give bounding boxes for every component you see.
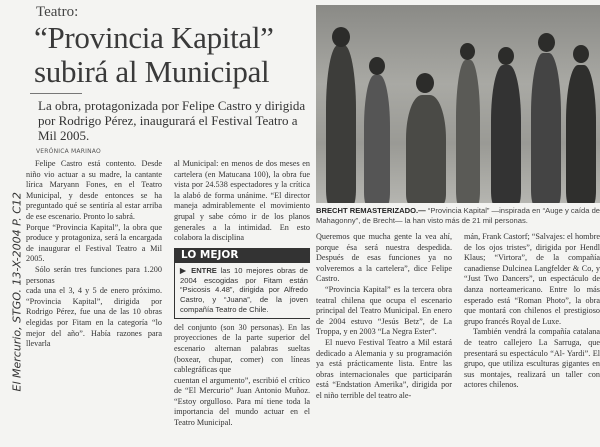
section-kicker: Teatro:	[36, 4, 79, 20]
headline: “Provincia Kapital” subirá al Municipal	[34, 20, 274, 89]
caption-title: BRECHT REMASTERIZADO.—	[316, 206, 426, 215]
sidebar-box-title: LO MEJOR	[175, 248, 310, 263]
paragraph: cada una el 3, 4 y 5 de enero próximo. “Provincia Kapital”, dirigida por Rodrigo Pérez, fue una de las 10 obras elegidas por Fitam en la categoría “lo mejor del año”. Había razones para llevarla	[26, 286, 162, 349]
photo-caption	[316, 206, 600, 226]
byline: VERÓNICA MARINAO	[36, 148, 101, 155]
paragraph: mán, Frank Castorf; “Salvajes: el hombre de los ojos tristes”, dirigida por Hendl Klaus; “Virtora”, de la compañía canadiense Dulcinea Langfelder & Co, y “Just Two Dancers”, un espectáculo de danza norteamericano. Entre lo más esperado está “Roman Photo”, la obra que montará con chilenos el prestigioso grupo francés Royal de Luxe.	[464, 232, 600, 326]
paragraph: del conjunto (son 30 personas). En las proyecciones de la parte superior del escenario alternan palabras sueltas (boxear, chupar, comer) con líneas cablegráficas que	[174, 322, 310, 375]
caption-text: “Provincia Kapital” —inspirada en “Auge y caída de Mahagonny”, de Brecht— la han visto más de 21 mil personas.	[316, 206, 600, 225]
paragraph: También vendrá la compañía catalana de teatro callejero La Sarruga, que presentará su espectáculo “Al- Yardi”. El grupo, que utiliza esculturas gigantes en sus montajes, realizará un taller con actores chilenos.	[464, 327, 600, 390]
subheadline: La obra, protagonizada por Felipe Castro y dirigida por Rodrigo Pérez, inaugurará el Festival Teatro a Mil 2005.	[38, 98, 306, 143]
article-column-3	[316, 232, 452, 402]
article-column-2	[174, 159, 310, 429]
sidebar-box-body	[175, 263, 310, 315]
paragraph: Queremos que mucha gente la vea ahí, porque ésa será nuestra despedida. Después de esas funciones ya no volveremos a la cartelera”, dice Felipe Castro.	[316, 232, 452, 284]
theater-photo	[316, 5, 600, 203]
sidebar-box-text: las 10 mejores obras de 2004 escogidas por Fitam están “Psicosis 4.48”, dirigida por Alfredo Castro, y “Juana”, de la joven compañía Teatro de Chile.	[180, 265, 308, 314]
article-right-block	[316, 5, 600, 402]
article-left-block	[26, 4, 310, 429]
paragraph: Porque “Provincia Kapital”, la obra que produce y protagoniza, será la encargada de inaugurar el Festival Teatro a Mil 2005.	[26, 222, 162, 264]
paragraph: “Provincia Kapital” es la tercera obra teatral chilena que ocupa el escenario principal del Teatro Municipal. En enero de 2004 estuvo “Jesús Betz”, de La Troppa, y en 2003 “La Negra Ester”.	[316, 284, 452, 337]
paragraph: cuentan el argumento”, escribió el crítico de “El Mercurio” Juan Antonio Muñoz. “Estoy orgulloso. Para mí tiene toda la importancia del mundo actuar en el Teatro Municipal.	[174, 375, 310, 428]
paragraph: Sólo serán tres funciones para 1.200 personas	[26, 264, 162, 285]
article-left-columns	[26, 159, 310, 429]
paragraph: Felipe Castro está contento. Desde niño vio actuar a su madre, la cantante lírica Maryann Fones, en el Teatro Municipal, y desde entonces se ha preguntado qué se sentiría al estar arriba de ese escenario. Pronto lo sabrá.	[26, 159, 162, 221]
article-column-1	[26, 159, 162, 429]
article-right-columns	[316, 232, 600, 402]
handwritten-source-note: El Mercurio, STGO. 13-X-2004 P. C12	[10, 192, 24, 392]
paragraph: El nuevo Festival Teatro a Mil estará dedicado a Alemania y su programación ya está prácticamente lista. Entre las obras internacionales que participarán está “Endstation Amerika”, dirigida por el niño terrible del teatro ale-	[316, 337, 452, 400]
article-column-4	[464, 232, 600, 402]
sidebar-box-lead: ▶ ENTRE	[180, 265, 217, 275]
sidebar-box-lo-mejor	[174, 248, 310, 319]
divider	[30, 93, 82, 94]
paragraph: al Municipal: en menos de dos meses en cartelera (en Matucana 100), la obra fue vista por 24.538 espectadores y la crítica la alabó de forma unánime. “El director maneja admirablemente el movimiento grupal y sabe cómo ir de los planos generales a la intimidad. En esto colabora la disciplina	[174, 159, 310, 243]
